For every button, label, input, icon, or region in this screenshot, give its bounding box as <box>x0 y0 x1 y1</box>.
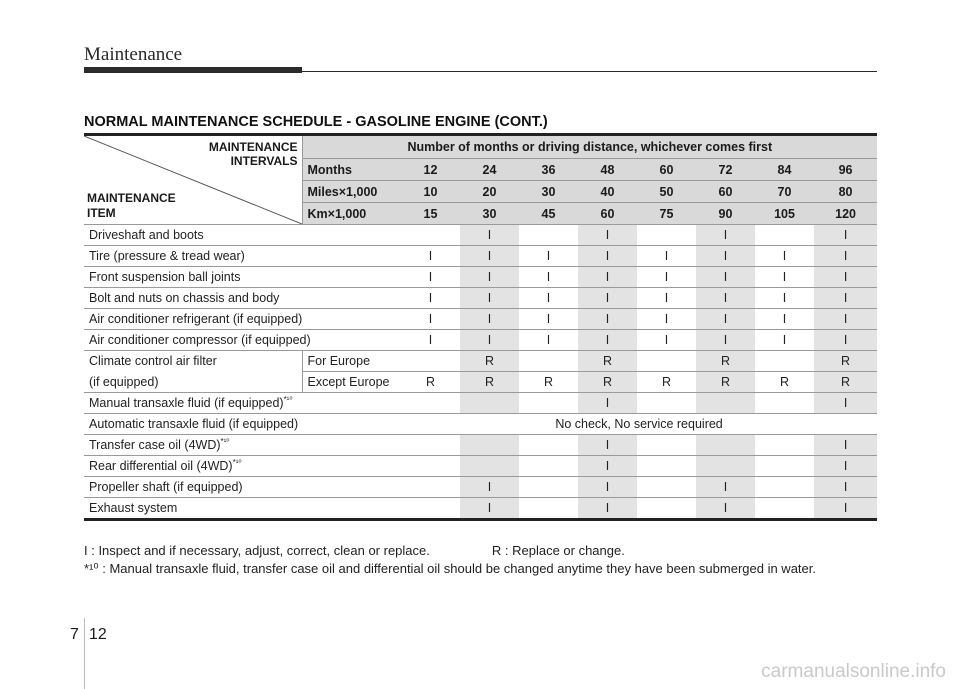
legend-note-text: : Manual transaxle fluid, transfer case oil and differential oil should be changed anytime they have been submerged in water. <box>102 561 816 576</box>
item-value <box>401 498 460 520</box>
item-value <box>460 393 519 414</box>
interval-value: 15 <box>401 203 460 225</box>
interval-value: 60 <box>578 203 637 225</box>
legend-line-2 <box>84 561 816 577</box>
corner-item-line2: ITEM <box>87 206 116 220</box>
item-value <box>401 393 460 414</box>
item-value: I <box>814 498 877 520</box>
item-value: I <box>696 288 755 309</box>
item-value <box>755 477 814 498</box>
item-label <box>84 393 401 414</box>
item-value: R <box>578 351 637 372</box>
corner-item-line1: MAINTENANCE <box>87 191 176 205</box>
item-value: I <box>696 309 755 330</box>
interval-value: 96 <box>814 159 877 181</box>
item-value <box>755 498 814 520</box>
item-value: I <box>460 246 519 267</box>
item-value: I <box>755 330 814 351</box>
item-row <box>84 435 877 456</box>
item-value: I <box>578 330 637 351</box>
item-value: I <box>755 309 814 330</box>
interval-value: 120 <box>814 203 877 225</box>
interval-value: 60 <box>637 159 696 181</box>
item-label-text: Bolt and nuts on chassis and body <box>89 291 280 305</box>
interval-value: 60 <box>696 181 755 203</box>
item-row <box>84 477 877 498</box>
climate-label-line1: Climate control air filter <box>89 354 217 369</box>
item-value: I <box>814 435 877 456</box>
interval-value: 80 <box>814 181 877 203</box>
interval-value: 36 <box>519 159 578 181</box>
interval-value: 45 <box>519 203 578 225</box>
item-value: I <box>814 288 877 309</box>
item-row <box>84 288 877 309</box>
page-section-number: 7 <box>70 626 79 643</box>
interval-value: 24 <box>460 159 519 181</box>
interval-row-label: Km×1,000 <box>302 203 401 225</box>
item-label <box>84 498 401 520</box>
item-value <box>519 393 578 414</box>
interval-value: 90 <box>696 203 755 225</box>
item-value: I <box>401 267 460 288</box>
item-value: I <box>637 309 696 330</box>
item-value: I <box>578 393 637 414</box>
item-value <box>637 351 696 372</box>
interval-span-header: Number of months or driving distance, whichever comes first <box>302 135 877 159</box>
climate-sub-label: For Europe <box>302 351 401 372</box>
item-value: I <box>401 309 460 330</box>
interval-value: 48 <box>578 159 637 181</box>
item-value: R <box>814 351 877 372</box>
item-value: I <box>401 330 460 351</box>
item-label <box>84 225 401 246</box>
item-row <box>84 309 877 330</box>
interval-value: 105 <box>755 203 814 225</box>
item-value: I <box>637 288 696 309</box>
item-value <box>637 393 696 414</box>
item-value: I <box>637 267 696 288</box>
item-row <box>84 330 877 351</box>
legend-line-1 <box>84 543 625 558</box>
corner-intervals-line1: MAINTENANCE <box>208 140 298 154</box>
item-label-text: Front suspension ball joints <box>89 270 241 284</box>
item-value: I <box>578 309 637 330</box>
item-label: Automatic transaxle fluid (if equipped) <box>84 414 401 435</box>
item-value: I <box>814 309 877 330</box>
item-label <box>84 435 401 456</box>
item-value: I <box>578 267 637 288</box>
item-value <box>696 456 755 477</box>
item-row <box>84 225 877 246</box>
item-value: I <box>460 330 519 351</box>
interval-value: 30 <box>519 181 578 203</box>
item-note-mark: *¹⁰ <box>220 436 230 446</box>
item-value: R <box>519 372 578 393</box>
item-value: I <box>696 330 755 351</box>
item-value: I <box>401 246 460 267</box>
item-value: I <box>578 435 637 456</box>
item-value: I <box>755 288 814 309</box>
item-value: I <box>519 309 578 330</box>
item-value <box>519 351 578 372</box>
interval-value: 30 <box>460 203 519 225</box>
item-label <box>84 456 401 477</box>
item-label-text: Air conditioner refrigerant (if equipped) <box>89 312 303 326</box>
item-value <box>637 435 696 456</box>
item-value <box>401 456 460 477</box>
item-value <box>460 456 519 477</box>
item-value <box>755 435 814 456</box>
interval-value: 84 <box>755 159 814 181</box>
item-value <box>519 477 578 498</box>
item-value: I <box>814 246 877 267</box>
item-value <box>637 456 696 477</box>
item-value <box>519 225 578 246</box>
item-value: I <box>637 246 696 267</box>
item-label <box>84 477 401 498</box>
interval-value: 75 <box>637 203 696 225</box>
item-value: I <box>460 309 519 330</box>
item-note-mark: *¹⁰ <box>232 457 242 467</box>
item-value: I <box>519 288 578 309</box>
item-value: I <box>814 456 877 477</box>
interval-value: 70 <box>755 181 814 203</box>
item-row-manual-transaxle <box>84 393 877 414</box>
watermark: carmanualsonline.info <box>761 661 946 682</box>
maintenance-schedule-table <box>84 133 877 521</box>
section-title: NORMAL MAINTENANCE SCHEDULE - GASOLINE ENGINE (CONT.) <box>84 114 548 130</box>
item-value: R <box>696 372 755 393</box>
item-row <box>84 498 877 520</box>
corner-intervals-line2: INTERVALS <box>230 154 298 168</box>
auto-transaxle-value: No check, No service required <box>401 414 877 435</box>
interval-value: 50 <box>637 181 696 203</box>
item-value: I <box>460 288 519 309</box>
legend-inspect: I : Inspect and if necessary, adjust, correct, clean or replace. <box>84 543 430 558</box>
item-value: I <box>519 267 578 288</box>
item-value: I <box>401 288 460 309</box>
item-label-text: Manual transaxle fluid (if equipped) <box>89 396 284 410</box>
header-rule-thin <box>302 71 877 72</box>
item-value: R <box>401 372 460 393</box>
item-value: I <box>578 498 637 520</box>
item-row-climate-europe <box>84 351 877 372</box>
item-label <box>84 309 401 330</box>
header-corner-cell <box>84 135 302 225</box>
climate-label-line2: (if equipped) <box>84 372 302 393</box>
item-label-text: Exhaust system <box>89 501 178 515</box>
item-value: I <box>755 267 814 288</box>
item-row-auto-transaxle <box>84 414 877 435</box>
item-value: I <box>519 246 578 267</box>
item-value: I <box>460 498 519 520</box>
item-value: I <box>814 393 877 414</box>
item-value: I <box>460 267 519 288</box>
legend-note-mark: *¹⁰ <box>84 561 99 576</box>
item-value: R <box>578 372 637 393</box>
page-header-title: Maintenance <box>84 44 183 65</box>
item-value <box>637 225 696 246</box>
item-row <box>84 456 877 477</box>
interval-value: 10 <box>401 181 460 203</box>
item-value: I <box>460 225 519 246</box>
legend-replace: R : Replace or change. <box>491 543 625 558</box>
interval-value: 20 <box>460 181 519 203</box>
item-value <box>696 393 755 414</box>
item-value <box>519 456 578 477</box>
item-value: I <box>519 330 578 351</box>
item-label-text: Tire (pressure & tread wear) <box>89 249 245 263</box>
interval-value: 12 <box>401 159 460 181</box>
interval-row-label: Months <box>302 159 401 181</box>
item-value: R <box>637 372 696 393</box>
page-number: 12 <box>89 626 107 643</box>
item-label-text: Driveshaft and boots <box>89 228 204 242</box>
item-value <box>755 456 814 477</box>
item-value <box>637 498 696 520</box>
item-value: I <box>814 477 877 498</box>
item-value <box>696 435 755 456</box>
item-value: I <box>696 225 755 246</box>
item-value: R <box>460 372 519 393</box>
item-value: I <box>696 246 755 267</box>
item-note-mark: *¹⁰ <box>283 394 293 404</box>
item-label <box>84 288 401 309</box>
item-value <box>460 435 519 456</box>
item-label <box>84 267 401 288</box>
item-row <box>84 267 877 288</box>
item-value: I <box>578 288 637 309</box>
climate-sub-label: Except Europe <box>302 372 401 393</box>
item-value <box>519 498 578 520</box>
item-value: I <box>814 267 877 288</box>
item-value <box>401 225 460 246</box>
item-value: I <box>696 267 755 288</box>
item-value <box>755 225 814 246</box>
item-value: I <box>578 246 637 267</box>
item-value <box>755 393 814 414</box>
item-value: I <box>696 477 755 498</box>
item-value <box>401 477 460 498</box>
item-value: I <box>578 477 637 498</box>
item-value: I <box>696 498 755 520</box>
item-row <box>84 246 877 267</box>
item-label-text: Propeller shaft (if equipped) <box>89 480 243 494</box>
header-row-span <box>84 135 877 159</box>
corner-item-label <box>87 191 176 221</box>
item-value: I <box>755 246 814 267</box>
item-label-text: Rear differential oil (4WD) <box>89 459 233 473</box>
item-value <box>637 477 696 498</box>
item-row-climate-except <box>84 372 877 393</box>
item-value <box>755 351 814 372</box>
item-value: I <box>637 330 696 351</box>
corner-intervals-label <box>209 140 298 168</box>
item-label-text: Transfer case oil (4WD) <box>89 438 221 452</box>
item-label <box>84 330 401 351</box>
interval-value: 40 <box>578 181 637 203</box>
interval-value: 72 <box>696 159 755 181</box>
item-value: R <box>460 351 519 372</box>
item-value: R <box>696 351 755 372</box>
item-value: I <box>814 225 877 246</box>
interval-row-label: Miles×1,000 <box>302 181 401 203</box>
item-value: R <box>755 372 814 393</box>
item-value <box>401 435 460 456</box>
header-rule-thick <box>84 67 302 73</box>
item-value: I <box>578 225 637 246</box>
item-value <box>401 351 460 372</box>
item-value: I <box>460 477 519 498</box>
item-value: R <box>814 372 877 393</box>
item-value: I <box>578 456 637 477</box>
item-label-text: Air conditioner compressor (if equipped) <box>89 333 311 347</box>
item-value <box>519 435 578 456</box>
item-label <box>84 246 401 267</box>
footer-divider <box>84 618 85 689</box>
item-value: I <box>814 330 877 351</box>
